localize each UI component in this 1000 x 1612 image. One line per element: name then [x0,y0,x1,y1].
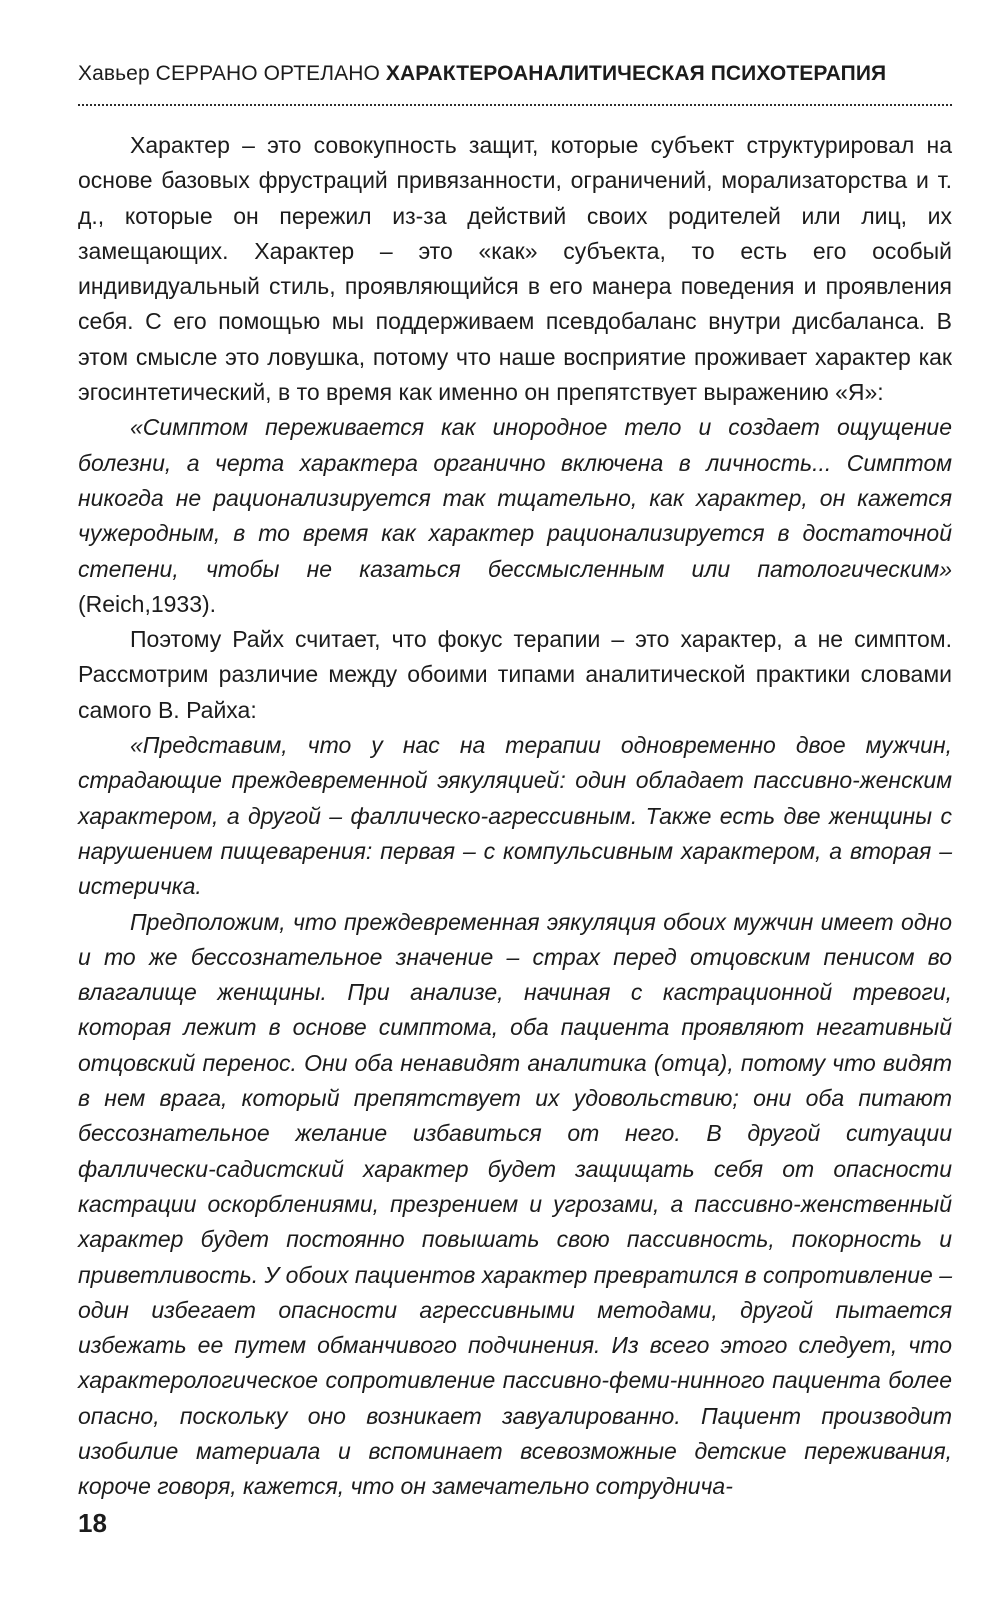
quote-paragraph [78,410,952,622]
running-header [78,62,952,96]
body-text [78,128,952,1505]
citation: (Reich,1933). [78,590,217,617]
header-author: Хавьер СЕРРАНО ОРТЕЛАНО [78,62,380,85]
paragraph: Поэтому Райх считает, что фокус терапии – это характер, а не симптом. Рассмотрим различие между обоими типами аналитической практики словами самого В. Райха: [78,626,952,723]
header-title: ХАРАКТЕРОАНАЛИТИЧЕСКАЯ ПСИХОТЕРАПИЯ [385,62,887,85]
quote-paragraph: «Представим, что у нас на терапии одновременно двое мужчин, страдающие преждевременной эякуляцией: один обладает пассивно-женским характером, а другой – фаллическо-агрессивным. Также есть две женщины с нарушением пищеварения: первая – с компульсивным характером, а вторая – истеричка. [78,732,952,900]
paragraph: Характер – это совокупность защит, которые субъект структурировал на основе базовых фрустраций привязанности, ограничений, морализаторства и т. д., которые он пережил из-за действий своих родителей или лиц, их замещающих. Характер – это «как» субъекта, то есть его особый индивидуальный стиль, проявляющийся в его манера поведения и проявления себя. С его помощью мы поддерживаем псевдобаланс внутри дисбаланса. В этом смысле это ловушка, потому что наше восприятие проживает характер как эгосинтетический, в то время как именно он препятствует выражению «Я»: [78,132,952,406]
page-number: 18 [78,1508,107,1538]
header-dotted-rule [78,104,952,106]
quote-paragraph: Предположим, что преждевременная эякуляция обоих мужчин имеет одно и то же бессознательное значение – страх перед отцовским пенисом во влагалище женщины. При анализе, начиная с кастрационной тревоги, которая лежит в основе симптома, оба пациента проявляют негативный отцовский перенос. Они оба ненавидят аналитика (отца), потому что видят в нем врага, который препятствует их удовольствию; они оба питают бессознательное желание избавиться от него. В другой ситуации фаллически-садистский характер будет защищать себя от опасности кастрации оскорблениями, презрением и угрозами, а пассивно-женственный характер будет постоянно повышать свою пассивность, покорность и приветливость. У обоих пациентов характер превратился в сопротивление – один избегает опасности агрессивными методами, другой пытается избежать ее путем обманчивого подчинения. Из всего этого следует, что характерологическое сопротивление пассивно-феми-нинного пациента более опасно, поскольку оно возникает завуалированно. Пациент производит изобилие материала и вспоминает всевозможные детские переживания, короче говоря, кажется, что он замечательно сотруднича- [78,908,952,1500]
quote-text: «Симптом переживается как инородное тело и создает ощущение болезни, а черта характера органично включена в личность... Симптом никогда не рационализируется так тщательно, как характер, он кажется чужеродным, в то время как характер рационализируется в достаточной степени, чтобы не казаться бессмысленным или патологическим» [78,414,952,582]
